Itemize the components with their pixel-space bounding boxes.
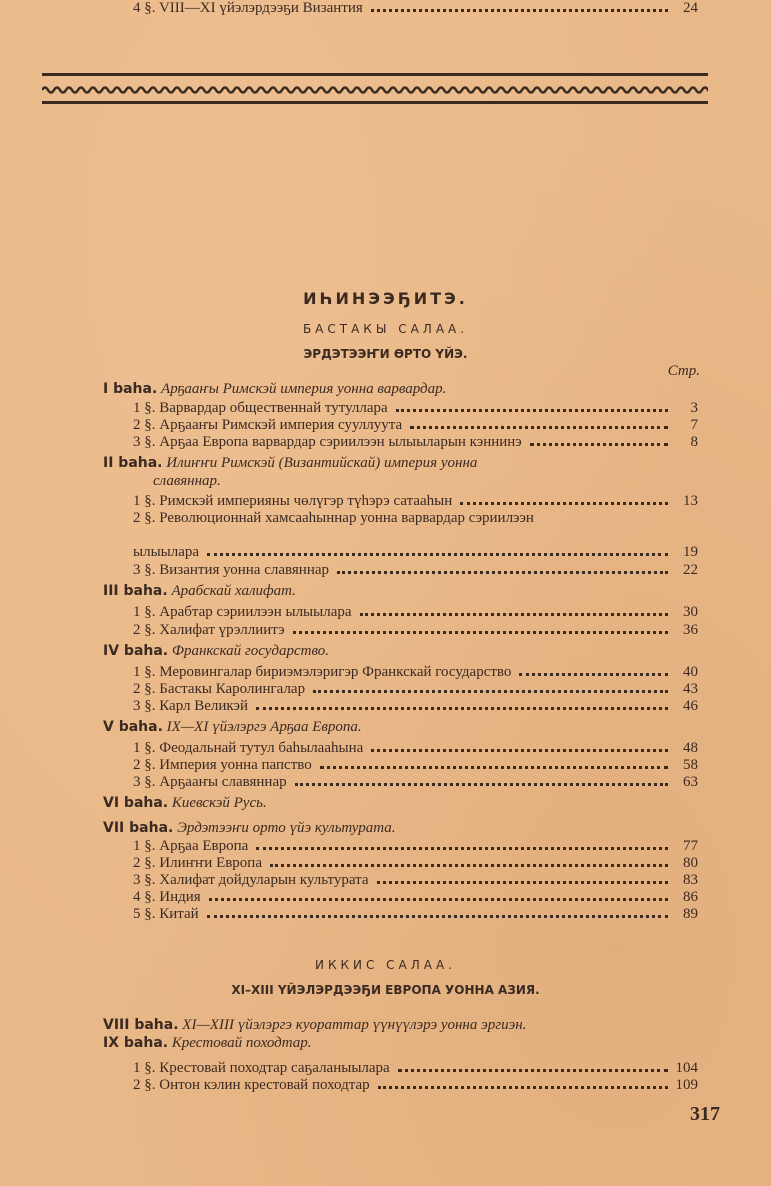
dot-leader (396, 409, 668, 412)
chapter-title: XI—XIII үйэлэргэ куораттар үүнүүлэрэ уонна эргиэн. (182, 1017, 527, 1033)
dot-leader (320, 766, 668, 769)
dot-leader (270, 864, 668, 867)
section-page: 46 (683, 698, 698, 714)
part-1-label: БАСТАКЫ САЛАА. (302, 322, 469, 336)
dot-leader (295, 783, 668, 786)
section-entry (133, 417, 698, 434)
part-2-label: ИККИС САЛАА. (314, 958, 457, 972)
section-page: 89 (683, 906, 698, 922)
section-entry (133, 740, 698, 757)
section-label: 1 §. Арҕаа Европа (133, 838, 249, 854)
contents-title: ИҺИНЭЭҔИТЭ. (303, 289, 468, 308)
section-label: 3 §. Арҕааҥы славяннар (133, 774, 287, 790)
section-label: 1 §. Римскэй империяны чөлүгэр түһэрэ сатааһын (133, 493, 453, 509)
dot-leader (256, 707, 668, 710)
dot-leader (256, 847, 668, 850)
section-entry (133, 906, 698, 923)
section-page: 36 (683, 622, 698, 638)
section-page: 43 (683, 681, 698, 697)
dot-leader (371, 749, 668, 752)
section-entry (133, 622, 698, 639)
section-page: 13 (683, 493, 698, 509)
chapter-title: IX—XI үйэлэргэ Арҕаа Европа. (166, 719, 362, 735)
section-page: 7 (690, 417, 698, 433)
dot-leader (207, 915, 668, 918)
chapter-title: Эрдэтээҥи орто үйэ культурата. (177, 820, 396, 836)
section-page: 22 (683, 562, 698, 578)
chapter-title: Крестовай походтар. (171, 1035, 312, 1051)
chapter-number: V baha. (103, 719, 163, 735)
chapter-number: IX baha. (103, 1035, 169, 1051)
chapter-heading (103, 719, 703, 736)
section-entry (133, 1060, 698, 1077)
section-label: 3 §. Карл Великэй (133, 698, 248, 714)
section-entry (133, 681, 698, 698)
section-entry (133, 838, 698, 855)
section-page: 30 (683, 604, 698, 620)
section-entry (133, 604, 698, 621)
section-label: 1 §. Варвардар общественнай тутуллара (133, 400, 388, 416)
dot-leader (360, 613, 668, 616)
chapter-heading (103, 820, 703, 837)
dot-leader (371, 9, 668, 12)
part-1-subtitle: ЭРДЭТЭЭҤИ ӨРТО ҮЙЭ. (303, 347, 468, 361)
dot-leader (530, 443, 668, 446)
section-label: 2 §. Революционнай хамсааһыннар уонна варвардар сэриилээн (133, 510, 534, 526)
section-page: 8 (690, 434, 698, 450)
section-entry (133, 510, 698, 527)
section-label: 1 §. Меровингалар бириэмэлэригэр Франкскай государство (133, 664, 512, 680)
section-page: 24 (683, 0, 698, 16)
section-entry-continued (133, 544, 698, 561)
section-entry (133, 400, 698, 417)
section-label: 4 §. VIII—XI үйэлэрдээҕи Византия (133, 0, 363, 16)
dot-leader (378, 1086, 668, 1089)
section-label: 1 §. Арабтар сэриилээн ылыылара (133, 604, 352, 620)
section-page: 104 (675, 1060, 698, 1076)
top-rule (42, 73, 708, 76)
section-page: 40 (683, 664, 698, 680)
section-entry (133, 774, 698, 791)
chapter-title: Арабскай халифат. (171, 583, 296, 599)
section-label: 4 §. Индия (133, 889, 201, 905)
chapter-heading (103, 795, 703, 812)
chapter-title-continued (103, 473, 753, 490)
section-entry (133, 855, 698, 872)
chapter-title: Арҕааҥы Римскэй империя уонна варвардар. (161, 381, 447, 397)
section-label: 3 §. Арҕаа Европа варвардар сэриилээн ылыыларын кэннинэ (133, 434, 522, 450)
section-entry (133, 562, 698, 579)
section-label: 5 §. Китай (133, 906, 199, 922)
section-label: 3 §. Халифат дойдуларын культурата (133, 872, 369, 888)
dot-leader (207, 553, 668, 556)
section-label: 1 §. Феодальнай тутул баһылааһына (133, 740, 364, 756)
page-column-label: Стр. (667, 363, 700, 379)
section-label: 2 §. Илиҥҥи Европа (133, 855, 262, 871)
section-entry (133, 493, 698, 510)
chapter-heading (103, 583, 703, 600)
section-entry (133, 434, 698, 451)
chapter-title: Киевскэй Русь. (171, 795, 267, 811)
section-entry (133, 664, 698, 681)
chapter-number: II baha. (103, 455, 163, 471)
section-page: 63 (683, 774, 698, 790)
dot-leader (293, 631, 668, 634)
section-label: 2 §. Империя уонна папство (133, 757, 312, 773)
wavy-ornament (42, 84, 708, 96)
chapter-heading (103, 381, 703, 398)
section-page: 109 (675, 1077, 698, 1093)
section-entry (133, 0, 698, 17)
section-page: 77 (683, 838, 698, 854)
section-label: ылыылара (133, 544, 200, 560)
dot-leader (209, 898, 668, 901)
dot-leader (377, 881, 668, 884)
part-2-subtitle: XI–XIII ҮЙЭЛЭРДЭЭҔИ ЕВРОПА УОННА АЗИЯ. (231, 983, 540, 997)
section-page: 19 (683, 544, 698, 560)
section-page: 58 (683, 757, 698, 773)
section-label: 2 §. Онтон кэлин крестовай походтар (133, 1077, 370, 1093)
chapter-heading (103, 1035, 703, 1052)
section-label: 3 §. Византия уонна славяннар (133, 562, 330, 578)
chapter-title: Франкскай государство. (171, 643, 330, 659)
chapter-number: VI baha. (103, 795, 169, 811)
section-page: 48 (683, 740, 698, 756)
section-entry (133, 872, 698, 889)
dot-leader (313, 690, 668, 693)
bottom-rule (42, 101, 708, 104)
chapter-number: IV baha. (103, 643, 169, 659)
dot-leader (337, 571, 668, 574)
section-entry (133, 757, 698, 774)
dot-leader (398, 1069, 668, 1072)
dot-leader (410, 426, 668, 429)
chapter-number: VIII baha. (103, 1017, 179, 1033)
page-number: 317 (690, 1103, 720, 1125)
chapter-number: I baha. (103, 381, 158, 397)
chapter-title: Илиҥҥи Римскэй (Византийскай) империя уонна (166, 455, 478, 471)
dot-leader (519, 673, 668, 676)
section-label: 2 §. Халифат үрэллиитэ (133, 622, 285, 638)
section-entry (133, 698, 698, 715)
section-page: 80 (683, 855, 698, 871)
chapter-title: славяннар. (153, 473, 221, 489)
chapter-heading (103, 455, 703, 472)
section-label: 2 §. Бастакы Каролингалар (133, 681, 306, 697)
section-label: 1 §. Крестовай походтар саҕаланыылара (133, 1060, 390, 1076)
chapter-heading (103, 643, 703, 660)
section-entry (133, 889, 698, 906)
chapter-number: VII baha. (103, 820, 174, 836)
section-label: 2 §. Арҕааҥы Римскэй империя сууллуута (133, 417, 403, 433)
chapter-heading (103, 1017, 703, 1034)
dot-leader (460, 502, 668, 505)
section-entry (133, 1077, 698, 1094)
chapter-number: III baha. (103, 583, 168, 599)
section-page: 83 (683, 872, 698, 888)
section-page: 3 (690, 400, 698, 416)
section-page: 86 (683, 889, 698, 905)
